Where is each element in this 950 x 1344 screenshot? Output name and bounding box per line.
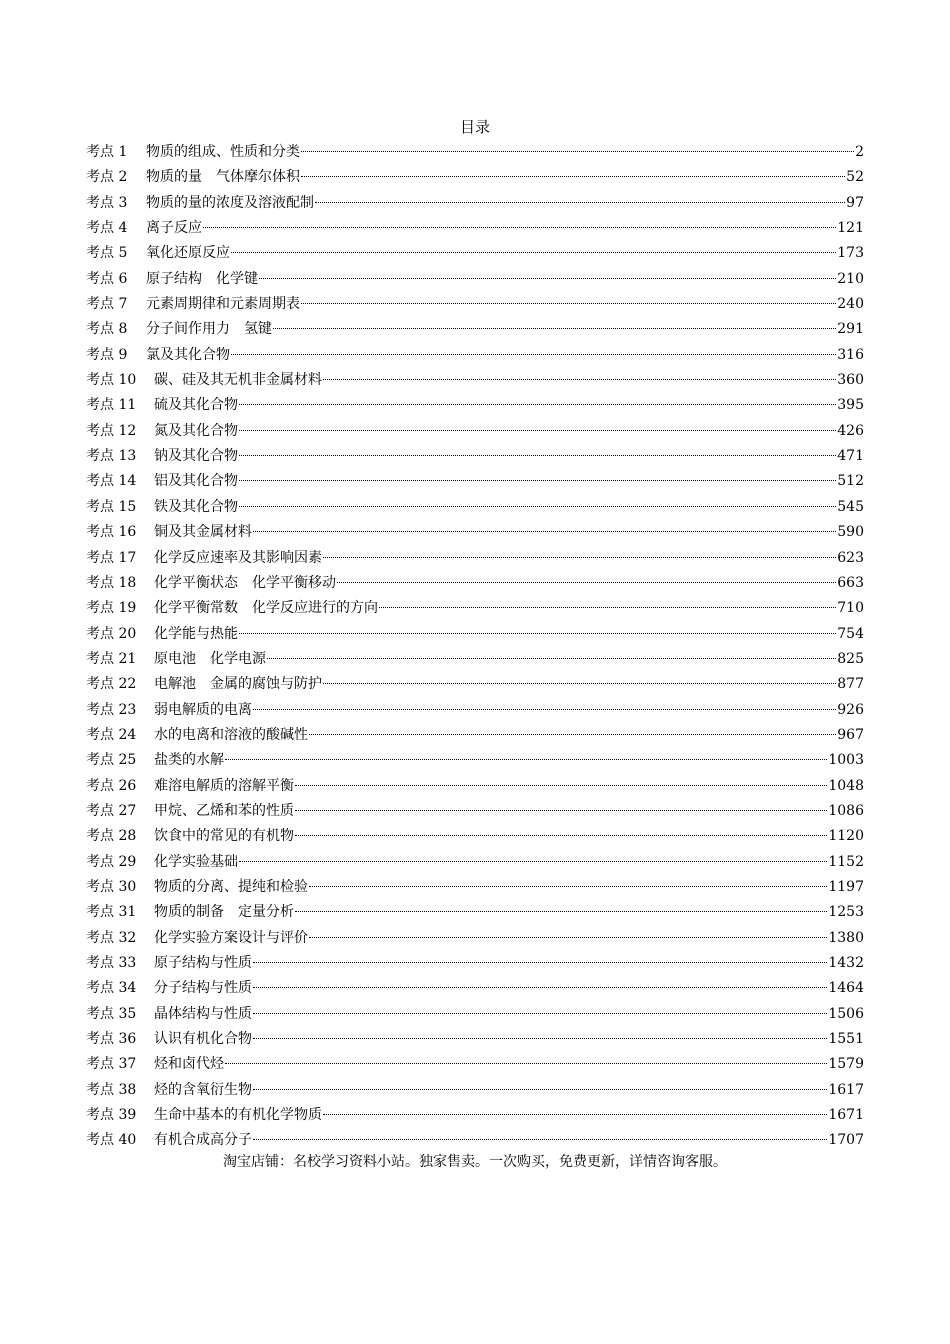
toc-dot-leader: [273, 328, 836, 329]
toc-dot-leader: [253, 1013, 827, 1014]
toc-entry-title: 烃和卤代烃: [154, 1056, 224, 1073]
toc-entry[interactable]: [86, 774, 864, 799]
toc-title: 目录: [459, 118, 490, 136]
toc-entry[interactable]: [86, 799, 864, 824]
toc-dot-leader: [239, 430, 836, 431]
toc-entry-page-number: 471: [837, 448, 864, 465]
toc-entry-title: 硫及其化合物: [154, 397, 238, 414]
toc-entry-page-number: 877: [837, 676, 864, 693]
toc-entry-page-number: 210: [837, 270, 864, 287]
toc-entry[interactable]: [86, 191, 864, 216]
toc-entry[interactable]: [86, 850, 864, 875]
toc-entry-title: 氮及其化合物: [154, 422, 238, 439]
toc-entry-page-number: 754: [837, 625, 864, 642]
toc-entry-page-number: 52: [846, 169, 864, 186]
toc-entry-label: 考点 1: [86, 144, 128, 160]
toc-dot-leader: [315, 202, 845, 203]
toc-entry-page-number: 1152: [828, 853, 864, 870]
toc-entry[interactable]: [86, 444, 864, 469]
toc-entry[interactable]: [86, 824, 864, 849]
toc-entry-label: 考点 5: [86, 245, 128, 262]
toc-entry-label: 考点 18: [86, 574, 137, 591]
toc-dot-leader: [301, 303, 836, 304]
toc-entry-label: 考点 2: [86, 169, 128, 186]
toc-dot-leader: [253, 1139, 827, 1140]
toc-entry-title: 铝及其化合物: [154, 473, 238, 490]
toc-entry-title: 化学平衡状态 化学平衡移动: [154, 574, 336, 591]
toc-entry-label: 考点 40: [86, 1132, 137, 1149]
table-of-contents: [86, 140, 864, 1154]
toc-entry-page-number: 97: [846, 194, 864, 211]
toc-entry-label: 考点 10: [86, 372, 137, 389]
toc-entry-label: 考点 34: [86, 980, 137, 997]
toc-entry-label: 考点 20: [86, 625, 137, 642]
toc-entry[interactable]: [86, 1027, 864, 1052]
toc-dot-leader: [295, 810, 827, 811]
toc-dot-leader: [239, 404, 836, 405]
toc-dot-leader: [231, 252, 836, 253]
toc-entry[interactable]: [86, 343, 864, 368]
toc-entry-title: 水的电离和溶液的酸碱性: [154, 726, 308, 743]
toc-dot-leader: [379, 607, 836, 608]
toc-entry-label: 考点 9: [86, 346, 128, 363]
toc-entry-page-number: 1464: [828, 980, 864, 997]
toc-entry[interactable]: [86, 165, 864, 190]
toc-entry-label: 考点 36: [86, 1031, 137, 1048]
toc-dot-leader: [337, 582, 836, 583]
toc-dot-leader: [239, 861, 827, 862]
toc-entry-page-number: 1551: [828, 1031, 864, 1048]
toc-entry-label: 考点 12: [86, 422, 137, 439]
toc-dot-leader: [295, 911, 827, 912]
toc-entry-title: 钠及其化合物: [154, 448, 238, 465]
toc-dot-leader: [253, 962, 827, 963]
toc-entry-page-number: 623: [837, 549, 864, 566]
toc-entry-page-number: 316: [837, 346, 864, 363]
toc-dot-leader: [253, 987, 827, 988]
toc-entry-page-number: 1120: [828, 828, 864, 845]
toc-entry[interactable]: [86, 698, 864, 723]
toc-entry-page-number: 395: [837, 397, 864, 414]
toc-entry-page-number: 512: [837, 473, 864, 490]
toc-entry-label: 考点 30: [86, 878, 137, 895]
toc-dot-leader: [259, 278, 836, 279]
toc-entry[interactable]: [86, 875, 864, 900]
toc-entry[interactable]: [86, 1078, 864, 1103]
toc-entry-title: 物质的分离、提纯和检验: [154, 878, 308, 895]
toc-entry[interactable]: [86, 926, 864, 951]
toc-dot-leader: [301, 176, 845, 177]
toc-dot-leader: [309, 734, 836, 735]
toc-dot-leader: [323, 557, 836, 558]
toc-entry-title: 饮食中的常见的有机物: [154, 828, 294, 845]
toc-entry-label: 考点 25: [86, 752, 137, 769]
toc-dot-leader: [203, 227, 836, 228]
toc-dot-leader: [323, 1114, 827, 1115]
toc-dot-leader: [225, 1063, 827, 1064]
toc-entry-title: 物质的制备 定量分析: [154, 904, 294, 921]
toc-entry-title: 难溶电解质的溶解平衡: [154, 777, 294, 794]
toc-entry-title: 氯及其化合物: [146, 346, 230, 363]
toc-entry-label: 考点 7: [86, 296, 128, 313]
toc-entry-page-number: 1579: [828, 1056, 864, 1073]
toc-entry[interactable]: [86, 216, 864, 241]
toc-entry-label: 考点 39: [86, 1107, 137, 1124]
footer-note: 淘宝店铺：名校学习资料小站。独家售卖。一次购买，免费更新，详情咨询客服。: [223, 1154, 727, 1170]
toc-entry[interactable]: [86, 368, 864, 393]
toc-entry-title: 盐类的水解: [154, 752, 224, 769]
toc-entry[interactable]: [86, 976, 864, 1001]
toc-entry[interactable]: [86, 900, 864, 925]
toc-entry-label: 考点 24: [86, 726, 137, 743]
toc-entry-title: 有机合成高分子: [154, 1132, 252, 1149]
toc-entry[interactable]: [86, 292, 864, 317]
toc-entry-title: 原电池 化学电源: [154, 650, 266, 667]
toc-dot-leader: [253, 1038, 827, 1039]
toc-entry-label: 考点 26: [86, 777, 137, 794]
toc-dot-leader: [295, 835, 827, 836]
toc-entry-label: 考点 38: [86, 1081, 137, 1098]
toc-entry-label: 考点 23: [86, 701, 137, 718]
toc-dot-leader: [239, 633, 836, 634]
toc-entry-label: 考点 28: [86, 828, 137, 845]
toc-dot-leader: [301, 151, 854, 152]
toc-entry-page-number: 1432: [828, 955, 864, 971]
toc-entry-label: 考点 3: [86, 194, 128, 211]
toc-entry-page-number: 545: [837, 498, 864, 515]
toc-entry-page-number: 1671: [828, 1107, 864, 1124]
toc-dot-leader: [323, 683, 836, 684]
toc-entry[interactable]: [86, 469, 864, 494]
toc-entry-title: 物质的量 气体摩尔体积: [146, 169, 300, 186]
toc-entry[interactable]: [86, 419, 864, 444]
toc-entry-label: 考点 8: [86, 321, 128, 338]
toc-entry-label: 考点 33: [86, 955, 137, 971]
toc-entry-page-number: 590: [837, 524, 864, 541]
toc-entry-title: 认识有机化合物: [154, 1031, 252, 1048]
toc-entry[interactable]: [86, 1103, 864, 1128]
toc-dot-leader: [309, 937, 827, 938]
toc-entry[interactable]: [86, 317, 864, 342]
toc-entry-page-number: 926: [837, 701, 864, 718]
toc-entry-title: 分子间作用力 氢键: [146, 321, 272, 338]
toc-entry[interactable]: [86, 140, 864, 165]
toc-entry-title: 弱电解质的电离: [154, 701, 252, 718]
toc-entry[interactable]: [86, 723, 864, 748]
toc-entry-title: 铁及其化合物: [154, 498, 238, 515]
toc-entry-label: 考点 11: [86, 397, 137, 414]
toc-entry-label: 考点 6: [86, 270, 128, 287]
toc-entry-title: 原子结构 化学键: [146, 270, 258, 287]
toc-entry-label: 考点 21: [86, 650, 137, 667]
toc-dot-leader: [239, 506, 836, 507]
toc-entry-title: 原子结构与性质: [154, 955, 252, 971]
toc-entry-page-number: 121: [837, 220, 864, 237]
toc-entry[interactable]: [86, 520, 864, 545]
toc-entry-title: 生命中基本的有机化学物质: [154, 1107, 322, 1124]
toc-entry[interactable]: [86, 241, 864, 266]
toc-entry-label: 考点 19: [86, 600, 137, 617]
toc-entry-label: 考点 14: [86, 473, 137, 490]
toc-entry[interactable]: [86, 647, 864, 672]
toc-entry-title: 物质的量的浓度及溶液配制: [146, 194, 314, 211]
toc-entry[interactable]: [86, 546, 864, 571]
toc-dot-leader: [239, 480, 836, 481]
toc-entry-title: 化学平衡常数 化学反应进行的方向: [154, 600, 378, 617]
toc-entry-label: 考点 13: [86, 448, 137, 465]
toc-entry-title: 烃的含氧衍生物: [154, 1081, 252, 1098]
toc-entry-label: 考点 29: [86, 853, 137, 870]
toc-entry[interactable]: [86, 951, 864, 976]
toc-entry-page-number: 1086: [828, 802, 864, 819]
toc-entry-page-number: 2: [855, 144, 864, 160]
toc-dot-leader: [323, 379, 836, 380]
toc-entry-page-number: 426: [837, 422, 864, 439]
toc-entry-title: 物质的组成、性质和分类: [146, 144, 300, 160]
toc-entry[interactable]: [86, 267, 864, 292]
toc-entry-page-number: 360: [837, 372, 864, 389]
toc-entry-page-number: 291: [837, 321, 864, 338]
toc-dot-leader: [225, 759, 827, 760]
toc-entry[interactable]: [86, 672, 864, 697]
toc-entry-title: 化学实验方案设计与评价: [154, 929, 308, 946]
toc-entry-page-number: 1197: [828, 878, 864, 895]
toc-entry-title: 化学能与热能: [154, 625, 238, 642]
toc-entry-label: 考点 37: [86, 1056, 137, 1073]
toc-entry-label: 考点 35: [86, 1005, 137, 1022]
toc-entry-title: 化学反应速率及其影响因素: [154, 549, 322, 566]
toc-entry-page-number: 1506: [828, 1005, 864, 1022]
toc-entry-title: 铜及其金属材料: [154, 524, 252, 541]
toc-entry-page-number: 1003: [828, 752, 864, 769]
toc-entry-label: 考点 4: [86, 220, 128, 237]
toc-entry-title: 甲烷、乙烯和苯的性质: [154, 802, 294, 819]
toc-dot-leader: [253, 531, 836, 532]
toc-entry-label: 考点 27: [86, 802, 137, 819]
toc-entry-title: 电解池 金属的腐蚀与防护: [154, 676, 322, 693]
toc-entry-title: 化学实验基础: [154, 853, 238, 870]
toc-entry-title: 晶体结构与性质: [154, 1005, 252, 1022]
toc-entry[interactable]: [86, 495, 864, 520]
toc-entry-label: 考点 32: [86, 929, 137, 946]
toc-entry[interactable]: [86, 1002, 864, 1027]
toc-entry-page-number: 1707: [828, 1132, 864, 1149]
toc-entry[interactable]: [86, 1128, 864, 1153]
toc-dot-leader: [267, 658, 836, 659]
toc-dot-leader: [239, 455, 836, 456]
toc-entry-label: 考点 22: [86, 676, 137, 693]
toc-entry-label: 考点 15: [86, 498, 137, 515]
toc-entry-page-number: 173: [837, 245, 864, 262]
toc-dot-leader: [231, 354, 836, 355]
toc-entry-label: 考点 31: [86, 904, 137, 921]
toc-entry-page-number: 825: [837, 650, 864, 667]
toc-entry-page-number: 710: [837, 600, 864, 617]
toc-entry-title: 氧化还原反应: [146, 245, 230, 262]
toc-entry-page-number: 240: [837, 296, 864, 313]
toc-entry-page-number: 1048: [828, 777, 864, 794]
toc-entry[interactable]: [86, 748, 864, 773]
toc-entry[interactable]: [86, 571, 864, 596]
toc-entry[interactable]: [86, 393, 864, 418]
toc-entry[interactable]: [86, 596, 864, 621]
toc-entry-page-number: 967: [837, 726, 864, 743]
toc-entry-title: 分子结构与性质: [154, 980, 252, 997]
toc-dot-leader: [309, 886, 827, 887]
toc-entry-label: 考点 17: [86, 549, 137, 566]
toc-dot-leader: [253, 1089, 827, 1090]
toc-dot-leader: [295, 785, 827, 786]
toc-entry-page-number: 663: [837, 574, 864, 591]
toc-entry-page-number: 1253: [828, 904, 864, 921]
toc-dot-leader: [253, 709, 836, 710]
toc-entry-title: 离子反应: [146, 220, 202, 237]
toc-entry[interactable]: [86, 622, 864, 647]
toc-entry-title: 元素周期律和元素周期表: [146, 296, 300, 313]
toc-entry-label: 考点 16: [86, 524, 137, 541]
toc-entry-page-number: 1617: [828, 1081, 864, 1098]
toc-entry-page-number: 1380: [828, 929, 864, 946]
toc-entry[interactable]: [86, 1052, 864, 1077]
toc-entry-title: 碳、硅及其无机非金属材料: [154, 372, 322, 389]
